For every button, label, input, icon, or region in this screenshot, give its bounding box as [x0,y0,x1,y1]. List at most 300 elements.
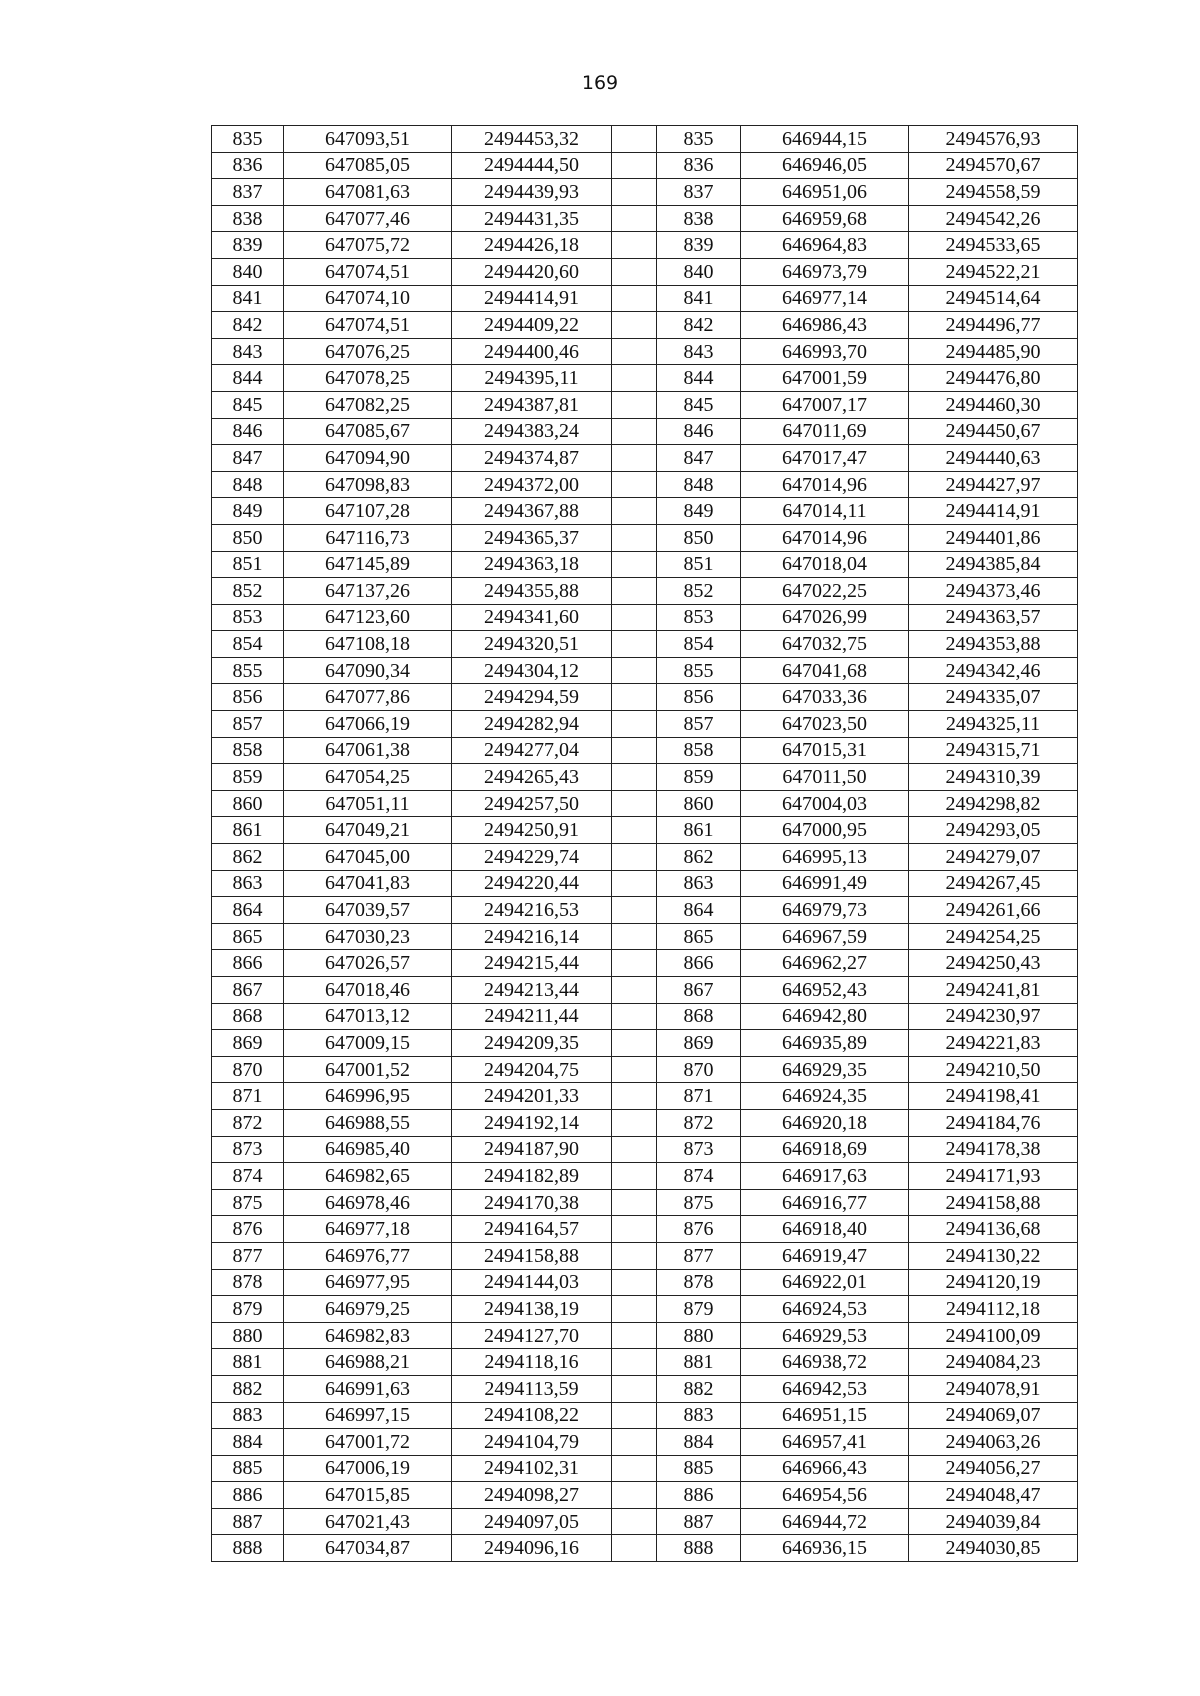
point-number-cell: 859 [212,764,284,791]
y-coordinate-cell: 2494078,91 [909,1375,1078,1402]
x-coordinate-cell: 647085,05 [284,152,452,179]
x-coordinate-cell: 646957,41 [741,1429,909,1456]
table-row [212,179,1078,206]
point-number-cell: 848 [212,471,284,498]
point-number-cell: 844 [657,365,741,392]
x-coordinate-cell: 646959,68 [741,205,909,232]
y-coordinate-cell: 2494211,44 [452,1003,612,1030]
point-number-cell: 842 [657,312,741,339]
spacer-cell [612,1163,657,1190]
point-number-cell: 874 [657,1163,741,1190]
y-coordinate-cell: 2494353,88 [909,631,1078,658]
x-coordinate-cell: 647013,12 [284,1003,452,1030]
x-coordinate-cell: 647054,25 [284,764,452,791]
x-coordinate-cell: 647108,18 [284,631,452,658]
point-number-cell: 843 [212,338,284,365]
x-coordinate-cell: 647030,23 [284,923,452,950]
y-coordinate-cell: 2494056,27 [909,1455,1078,1482]
spacer-cell [612,1083,657,1110]
x-coordinate-cell: 647039,57 [284,897,452,924]
x-coordinate-cell: 646919,47 [741,1242,909,1269]
y-coordinate-cell: 2494171,93 [909,1163,1078,1190]
table-row [212,790,1078,817]
table-row [212,897,1078,924]
y-coordinate-cell: 2494558,59 [909,179,1078,206]
y-coordinate-cell: 2494257,50 [452,790,612,817]
table-row [212,1455,1078,1482]
x-coordinate-cell: 647032,75 [741,631,909,658]
x-coordinate-cell: 647066,19 [284,711,452,738]
table-row [212,764,1078,791]
table-row [212,152,1078,179]
table-row [212,977,1078,1004]
point-number-cell: 864 [657,897,741,924]
y-coordinate-cell: 2494104,79 [452,1429,612,1456]
y-coordinate-cell: 2494120,19 [909,1269,1078,1296]
point-number-cell: 839 [657,232,741,259]
x-coordinate-cell: 646924,35 [741,1083,909,1110]
point-number-cell: 873 [212,1136,284,1163]
y-coordinate-cell: 2494426,18 [452,232,612,259]
x-coordinate-cell: 646918,40 [741,1216,909,1243]
y-coordinate-cell: 2494030,85 [909,1535,1078,1562]
y-coordinate-cell: 2494130,22 [909,1242,1078,1269]
y-coordinate-cell: 2494216,53 [452,897,612,924]
x-coordinate-cell: 646964,83 [741,232,909,259]
point-number-cell: 852 [657,578,741,605]
y-coordinate-cell: 2494282,94 [452,711,612,738]
y-coordinate-cell: 2494213,44 [452,977,612,1004]
y-coordinate-cell: 2494215,44 [452,950,612,977]
spacer-cell [612,524,657,551]
point-number-cell: 866 [212,950,284,977]
y-coordinate-cell: 2494204,75 [452,1056,612,1083]
spacer-cell [612,1296,657,1323]
x-coordinate-cell: 646982,65 [284,1163,452,1190]
table-row [212,1030,1078,1057]
point-number-cell: 886 [212,1482,284,1509]
x-coordinate-cell: 647045,00 [284,844,452,871]
y-coordinate-cell: 2494250,91 [452,817,612,844]
x-coordinate-cell: 646991,49 [741,870,909,897]
x-coordinate-cell: 646997,15 [284,1402,452,1429]
y-coordinate-cell: 2494496,77 [909,312,1078,339]
point-number-cell: 856 [212,684,284,711]
y-coordinate-cell: 2494440,63 [909,445,1078,472]
spacer-cell [612,338,657,365]
x-coordinate-cell: 647007,17 [741,391,909,418]
y-coordinate-cell: 2494522,21 [909,258,1078,285]
x-coordinate-cell: 647015,85 [284,1482,452,1509]
y-coordinate-cell: 2494367,88 [452,498,612,525]
x-coordinate-cell: 646954,56 [741,1482,909,1509]
spacer-cell [612,977,657,1004]
spacer-cell [612,1003,657,1030]
x-coordinate-cell: 647051,11 [284,790,452,817]
y-coordinate-cell: 2494100,09 [909,1322,1078,1349]
x-coordinate-cell: 647026,99 [741,604,909,631]
table-row [212,1189,1078,1216]
point-number-cell: 836 [657,152,741,179]
point-number-cell: 883 [657,1402,741,1429]
x-coordinate-cell: 646962,27 [741,950,909,977]
page-number: 169 [581,72,619,94]
table-row [212,1296,1078,1323]
table-row [212,524,1078,551]
point-number-cell: 855 [212,657,284,684]
x-coordinate-cell: 647137,26 [284,578,452,605]
point-number-cell: 838 [212,205,284,232]
x-coordinate-cell: 647082,25 [284,391,452,418]
table-row [212,631,1078,658]
y-coordinate-cell: 2494230,97 [909,1003,1078,1030]
point-number-cell: 863 [212,870,284,897]
point-number-cell: 872 [657,1109,741,1136]
point-number-cell: 871 [657,1083,741,1110]
point-number-cell: 849 [657,498,741,525]
point-number-cell: 872 [212,1109,284,1136]
x-coordinate-cell: 646924,53 [741,1296,909,1323]
point-number-cell: 863 [657,870,741,897]
y-coordinate-cell: 2494401,86 [909,524,1078,551]
y-coordinate-cell: 2494113,59 [452,1375,612,1402]
point-number-cell: 880 [657,1322,741,1349]
table-row [212,923,1078,950]
spacer-cell [612,737,657,764]
x-coordinate-cell: 647009,15 [284,1030,452,1057]
x-coordinate-cell: 647074,51 [284,312,452,339]
table-row [212,1136,1078,1163]
point-number-cell: 847 [212,445,284,472]
y-coordinate-cell: 2494310,39 [909,764,1078,791]
y-coordinate-cell: 2494355,88 [452,578,612,605]
y-coordinate-cell: 2494576,93 [909,126,1078,153]
x-coordinate-cell: 647107,28 [284,498,452,525]
point-number-cell: 870 [657,1056,741,1083]
x-coordinate-cell: 647026,57 [284,950,452,977]
y-coordinate-cell: 2494198,41 [909,1083,1078,1110]
y-coordinate-cell: 2494108,22 [452,1402,612,1429]
x-coordinate-cell: 647023,50 [741,711,909,738]
x-coordinate-cell: 646936,15 [741,1535,909,1562]
table-row [212,1056,1078,1083]
x-coordinate-cell: 647041,83 [284,870,452,897]
coordinates-table [211,125,1078,1562]
y-coordinate-cell: 2494298,82 [909,790,1078,817]
spacer-cell [612,1269,657,1296]
table-row [212,205,1078,232]
point-number-cell: 876 [212,1216,284,1243]
coordinates-table-body [212,126,1078,1562]
y-coordinate-cell: 2494420,60 [452,258,612,285]
spacer-cell [612,1482,657,1509]
x-coordinate-cell: 647094,90 [284,445,452,472]
x-coordinate-cell: 647123,60 [284,604,452,631]
point-number-cell: 885 [657,1455,741,1482]
point-number-cell: 838 [657,205,741,232]
x-coordinate-cell: 646951,15 [741,1402,909,1429]
table-row [212,1163,1078,1190]
point-number-cell: 847 [657,445,741,472]
point-number-cell: 876 [657,1216,741,1243]
x-coordinate-cell: 647014,11 [741,498,909,525]
point-number-cell: 855 [657,657,741,684]
point-number-cell: 878 [212,1269,284,1296]
x-coordinate-cell: 647077,46 [284,205,452,232]
point-number-cell: 886 [657,1482,741,1509]
point-number-cell: 842 [212,312,284,339]
y-coordinate-cell: 2494342,46 [909,657,1078,684]
y-coordinate-cell: 2494387,81 [452,391,612,418]
point-number-cell: 839 [212,232,284,259]
table-row [212,1482,1078,1509]
x-coordinate-cell: 647090,34 [284,657,452,684]
y-coordinate-cell: 2494267,45 [909,870,1078,897]
table-row [212,950,1078,977]
table-row [212,391,1078,418]
y-coordinate-cell: 2494229,74 [452,844,612,871]
table-row [212,498,1078,525]
point-number-cell: 867 [657,977,741,1004]
y-coordinate-cell: 2494158,88 [909,1189,1078,1216]
y-coordinate-cell: 2494170,38 [452,1189,612,1216]
point-number-cell: 879 [212,1296,284,1323]
y-coordinate-cell: 2494250,43 [909,950,1078,977]
point-number-cell: 880 [212,1322,284,1349]
point-number-cell: 857 [657,711,741,738]
point-number-cell: 881 [657,1349,741,1376]
point-number-cell: 887 [657,1508,741,1535]
x-coordinate-cell: 647098,83 [284,471,452,498]
x-coordinate-cell: 646944,15 [741,126,909,153]
y-coordinate-cell: 2494127,70 [452,1322,612,1349]
y-coordinate-cell: 2494315,71 [909,737,1078,764]
spacer-cell [612,152,657,179]
x-coordinate-cell: 646938,72 [741,1349,909,1376]
point-number-cell: 862 [657,844,741,871]
x-coordinate-cell: 646929,53 [741,1322,909,1349]
y-coordinate-cell: 2494112,18 [909,1296,1078,1323]
x-coordinate-cell: 646988,55 [284,1109,452,1136]
spacer-cell [612,657,657,684]
point-number-cell: 860 [657,790,741,817]
x-coordinate-cell: 647001,59 [741,365,909,392]
y-coordinate-cell: 2494144,03 [452,1269,612,1296]
table-row [212,232,1078,259]
y-coordinate-cell: 2494450,67 [909,418,1078,445]
y-coordinate-cell: 2494220,44 [452,870,612,897]
x-coordinate-cell: 647041,68 [741,657,909,684]
table-row [212,1216,1078,1243]
spacer-cell [612,1056,657,1083]
point-number-cell: 882 [657,1375,741,1402]
spacer-cell [612,844,657,871]
x-coordinate-cell: 647085,67 [284,418,452,445]
y-coordinate-cell: 2494363,57 [909,604,1078,631]
spacer-cell [612,1189,657,1216]
table-row [212,1269,1078,1296]
point-number-cell: 861 [212,817,284,844]
y-coordinate-cell: 2494182,89 [452,1163,612,1190]
point-number-cell: 870 [212,1056,284,1083]
y-coordinate-cell: 2494164,57 [452,1216,612,1243]
point-number-cell: 854 [657,631,741,658]
y-coordinate-cell: 2494201,33 [452,1083,612,1110]
x-coordinate-cell: 646973,79 [741,258,909,285]
point-number-cell: 865 [212,923,284,950]
x-coordinate-cell: 646977,18 [284,1216,452,1243]
table-row [212,1003,1078,1030]
spacer-cell [612,764,657,791]
table-row [212,258,1078,285]
point-number-cell: 840 [212,258,284,285]
x-coordinate-cell: 647018,04 [741,551,909,578]
point-number-cell: 884 [657,1429,741,1456]
x-coordinate-cell: 646966,43 [741,1455,909,1482]
spacer-cell [612,711,657,738]
point-number-cell: 888 [212,1535,284,1562]
point-number-cell: 854 [212,631,284,658]
y-coordinate-cell: 2494063,26 [909,1429,1078,1456]
y-coordinate-cell: 2494514,64 [909,285,1078,312]
spacer-cell [612,205,657,232]
table-row [212,1375,1078,1402]
point-number-cell: 837 [657,179,741,206]
x-coordinate-cell: 647093,51 [284,126,452,153]
y-coordinate-cell: 2494304,12 [452,657,612,684]
spacer-cell [612,1535,657,1562]
x-coordinate-cell: 647011,50 [741,764,909,791]
x-coordinate-cell: 647074,51 [284,258,452,285]
y-coordinate-cell: 2494453,32 [452,126,612,153]
x-coordinate-cell: 647022,25 [741,578,909,605]
x-coordinate-cell: 646946,05 [741,152,909,179]
table-row [212,870,1078,897]
y-coordinate-cell: 2494325,11 [909,711,1078,738]
point-number-cell: 841 [657,285,741,312]
y-coordinate-cell: 2494265,43 [452,764,612,791]
x-coordinate-cell: 647006,19 [284,1455,452,1482]
y-coordinate-cell: 2494570,67 [909,152,1078,179]
spacer-cell [612,790,657,817]
table-row [212,338,1078,365]
x-coordinate-cell: 646988,21 [284,1349,452,1376]
x-coordinate-cell: 646993,70 [741,338,909,365]
table-row [212,1242,1078,1269]
point-number-cell: 862 [212,844,284,871]
spacer-cell [612,365,657,392]
table-row [212,126,1078,153]
point-number-cell: 845 [657,391,741,418]
point-number-cell: 867 [212,977,284,1004]
point-number-cell: 853 [657,604,741,631]
x-coordinate-cell: 646920,18 [741,1109,909,1136]
point-number-cell: 853 [212,604,284,631]
x-coordinate-cell: 647021,43 [284,1508,452,1535]
spacer-cell [612,551,657,578]
spacer-cell [612,498,657,525]
x-coordinate-cell: 647077,86 [284,684,452,711]
x-coordinate-cell: 646996,95 [284,1083,452,1110]
point-number-cell: 868 [657,1003,741,1030]
table-row [212,551,1078,578]
y-coordinate-cell: 2494395,11 [452,365,612,392]
spacer-cell [612,232,657,259]
y-coordinate-cell: 2494341,60 [452,604,612,631]
table-row [212,1322,1078,1349]
x-coordinate-cell: 646986,43 [741,312,909,339]
point-number-cell: 861 [657,817,741,844]
point-number-cell: 864 [212,897,284,924]
point-number-cell: 865 [657,923,741,950]
x-coordinate-cell: 646995,13 [741,844,909,871]
y-coordinate-cell: 2494427,97 [909,471,1078,498]
x-coordinate-cell: 647001,72 [284,1429,452,1456]
y-coordinate-cell: 2494069,07 [909,1402,1078,1429]
point-number-cell: 878 [657,1269,741,1296]
point-number-cell: 860 [212,790,284,817]
point-number-cell: 858 [657,737,741,764]
point-number-cell: 866 [657,950,741,977]
point-number-cell: 859 [657,764,741,791]
point-number-cell: 844 [212,365,284,392]
spacer-cell [612,445,657,472]
x-coordinate-cell: 646991,63 [284,1375,452,1402]
point-number-cell: 845 [212,391,284,418]
x-coordinate-cell: 646979,73 [741,897,909,924]
spacer-cell [612,1349,657,1376]
point-number-cell: 881 [212,1349,284,1376]
point-number-cell: 877 [212,1242,284,1269]
table-row [212,711,1078,738]
spacer-cell [612,1429,657,1456]
point-number-cell: 869 [657,1030,741,1057]
point-number-cell: 846 [657,418,741,445]
table-row [212,844,1078,871]
table-row [212,1349,1078,1376]
y-coordinate-cell: 2494542,26 [909,205,1078,232]
spacer-cell [612,923,657,950]
y-coordinate-cell: 2494279,07 [909,844,1078,871]
point-number-cell: 882 [212,1375,284,1402]
x-coordinate-cell: 646952,43 [741,977,909,1004]
table-row [212,365,1078,392]
point-number-cell: 835 [657,126,741,153]
point-number-cell: 848 [657,471,741,498]
y-coordinate-cell: 2494485,90 [909,338,1078,365]
spacer-cell [612,817,657,844]
spacer-cell [612,1322,657,1349]
y-coordinate-cell: 2494293,05 [909,817,1078,844]
y-coordinate-cell: 2494476,80 [909,365,1078,392]
y-coordinate-cell: 2494158,88 [452,1242,612,1269]
x-coordinate-cell: 646916,77 [741,1189,909,1216]
table-row [212,1109,1078,1136]
x-coordinate-cell: 646977,14 [741,285,909,312]
y-coordinate-cell: 2494241,81 [909,977,1078,1004]
point-number-cell: 846 [212,418,284,445]
point-number-cell: 856 [657,684,741,711]
point-number-cell: 884 [212,1429,284,1456]
x-coordinate-cell: 646944,72 [741,1508,909,1535]
spacer-cell [612,258,657,285]
point-number-cell: 852 [212,578,284,605]
y-coordinate-cell: 2494118,16 [452,1349,612,1376]
y-coordinate-cell: 2494221,83 [909,1030,1078,1057]
y-coordinate-cell: 2494216,14 [452,923,612,950]
y-coordinate-cell: 2494261,66 [909,897,1078,924]
point-number-cell: 843 [657,338,741,365]
